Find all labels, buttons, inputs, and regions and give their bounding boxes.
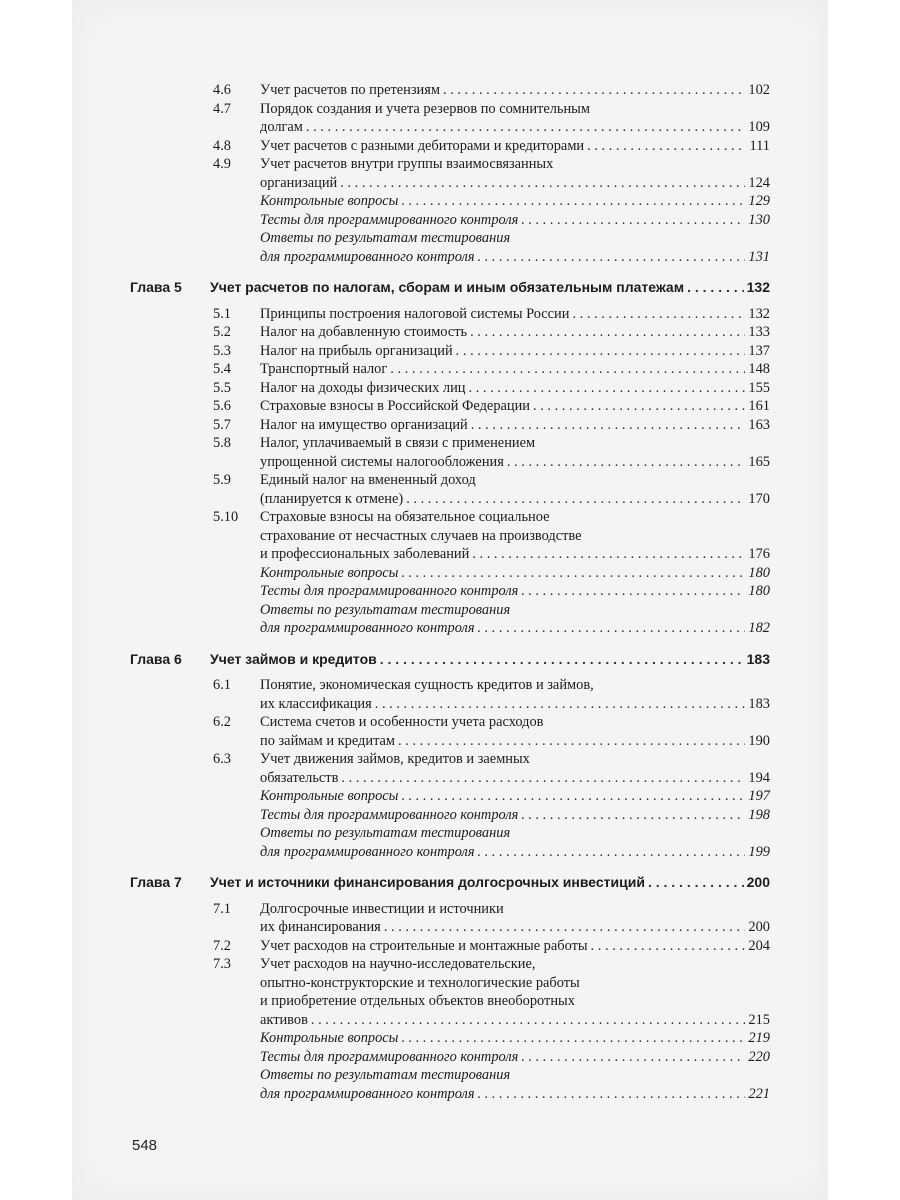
entry-last-line bbox=[260, 806, 770, 825]
entry-text: Контрольные вопросы bbox=[260, 788, 399, 804]
entry-page: 183 bbox=[748, 695, 770, 712]
section-number: 7.1 bbox=[213, 900, 231, 917]
entry-text: их финансирования bbox=[260, 919, 381, 935]
entry-text: Ответы по результатам тестирования bbox=[260, 230, 511, 246]
entry-page: 221 bbox=[748, 1085, 770, 1102]
dot-leader bbox=[533, 397, 745, 416]
dot-leader bbox=[401, 787, 745, 806]
entry-text: Учет расходов на научно-исследовательские, bbox=[260, 956, 536, 972]
entry-page: 130 bbox=[748, 211, 770, 228]
entry-page: 102 bbox=[748, 82, 770, 98]
entry-page: 155 bbox=[748, 379, 770, 396]
entry-text: Контрольные вопросы bbox=[260, 564, 399, 581]
dot-leader bbox=[687, 278, 744, 297]
entry-text: Ответы по результатам тестирования bbox=[260, 601, 511, 618]
toc-sub-entry bbox=[130, 229, 770, 266]
entry-page: 161 bbox=[748, 398, 770, 414]
section-number: 5.1 bbox=[213, 305, 231, 322]
entry-text: их классификация bbox=[260, 695, 372, 712]
section-number: 5.10 bbox=[213, 509, 239, 525]
toc-entry bbox=[130, 81, 770, 100]
entry-text: для программированного контроля bbox=[260, 248, 475, 265]
entry-last-line bbox=[260, 453, 770, 472]
section-number: 5.8 bbox=[213, 435, 231, 451]
entry-last-line bbox=[260, 1029, 770, 1048]
entry-text: Налог на прибыль организаций bbox=[260, 342, 453, 359]
section-number: 6.3 bbox=[213, 751, 231, 767]
entry-text: (планируется к отмене) bbox=[260, 490, 404, 507]
dot-leader bbox=[384, 918, 746, 937]
dot-leader bbox=[478, 843, 746, 862]
entry-text: Система счетов и особенности учета расходов bbox=[260, 714, 544, 730]
entry-text: для программированного контроля bbox=[260, 620, 475, 636]
entry-last-line bbox=[260, 787, 770, 806]
entry-last-line bbox=[260, 81, 770, 100]
chapter-title: Учет займов и кредитов bbox=[210, 650, 377, 667]
entry-text: Тесты для программированного контроля bbox=[260, 211, 519, 228]
entry-last-line bbox=[260, 843, 770, 862]
section-number: 6.1 bbox=[213, 677, 231, 693]
entry-page: 220 bbox=[748, 1048, 770, 1065]
toc-entry bbox=[130, 323, 770, 342]
entry-last-line bbox=[260, 732, 770, 751]
entry-text: Понятие, экономическая сущность кредитов и займов, bbox=[260, 677, 594, 693]
dot-leader bbox=[306, 118, 746, 137]
entry-text: долгам bbox=[260, 119, 303, 135]
entry-page: 180 bbox=[748, 583, 770, 599]
entry-last-line bbox=[260, 619, 770, 638]
toc-sub-entry bbox=[130, 1066, 770, 1103]
entry-last-line bbox=[260, 937, 770, 956]
dot-leader bbox=[375, 695, 746, 714]
entry-text: организаций bbox=[260, 174, 338, 191]
section-number: 4.6 bbox=[213, 82, 231, 98]
entry-last-line bbox=[260, 564, 770, 583]
toc-entry bbox=[130, 508, 770, 564]
entry-text: и приобретение отдельных объектов внеоборотных bbox=[260, 993, 575, 1009]
entry-page: 137 bbox=[748, 342, 770, 359]
entry-page: 132 bbox=[748, 305, 770, 322]
dot-leader bbox=[311, 1011, 746, 1030]
entry-last-line bbox=[260, 545, 770, 564]
entry-last-line bbox=[260, 360, 770, 379]
entry-last-line bbox=[260, 379, 770, 398]
dot-leader bbox=[471, 416, 746, 435]
page-number: 548 bbox=[132, 1137, 158, 1154]
entry-last-line bbox=[260, 695, 770, 714]
entry-page: 170 bbox=[748, 490, 770, 507]
toc-entry bbox=[130, 955, 770, 1029]
section-number: 5.9 bbox=[213, 472, 231, 488]
entry-page: 198 bbox=[748, 806, 770, 823]
entry-text: Страховые взносы на обязательное социальное bbox=[260, 509, 550, 525]
entry-page: 204 bbox=[748, 937, 770, 954]
entry-last-line bbox=[260, 323, 770, 342]
entry-text: Ответы по результатам тестирования bbox=[260, 1067, 511, 1083]
dot-leader bbox=[341, 769, 745, 788]
toc-sub-entry bbox=[130, 1029, 770, 1048]
dot-leader bbox=[521, 582, 745, 601]
toc-sub-entry bbox=[130, 806, 770, 825]
entry-text: Налог, уплачиваемый в связи с применением bbox=[260, 435, 536, 451]
entry-text: Долгосрочные инвестиции и источники bbox=[260, 900, 504, 917]
entry-text: упрощенной системы налогообложения bbox=[260, 453, 504, 470]
toc-entry bbox=[130, 360, 770, 379]
entry-last-line bbox=[260, 342, 770, 361]
dot-leader bbox=[478, 248, 746, 267]
entry-last-line bbox=[260, 192, 770, 211]
chapter-entry bbox=[130, 278, 770, 297]
dot-leader bbox=[521, 806, 745, 825]
dot-leader bbox=[478, 619, 746, 638]
entry-last-line bbox=[260, 174, 770, 193]
dot-leader bbox=[456, 342, 746, 361]
toc-sub-entry bbox=[130, 192, 770, 211]
entry-page: 111 bbox=[749, 137, 770, 154]
entry-last-line bbox=[260, 137, 770, 156]
dot-leader bbox=[478, 1085, 746, 1104]
entry-text: Учет расчетов внутри группы взаимосвязанных bbox=[260, 156, 554, 172]
entry-last-line bbox=[260, 118, 770, 137]
chapter-title: Учет расчетов по налогам, сборам и иным обязательным платежам bbox=[210, 279, 685, 295]
entry-page: 148 bbox=[748, 361, 770, 377]
dot-leader bbox=[507, 453, 746, 472]
dot-leader bbox=[472, 545, 745, 564]
entry-last-line bbox=[260, 769, 770, 788]
entry-text: страхование от несчастных случаев на производстве bbox=[260, 527, 582, 544]
dot-leader bbox=[591, 937, 746, 956]
entry-text: Единый налог на вмененный доход bbox=[260, 472, 476, 488]
section-number: 5.4 bbox=[213, 361, 231, 377]
entry-last-line bbox=[260, 416, 770, 435]
section-number: 6.2 bbox=[213, 714, 231, 730]
toc-sub-entry bbox=[130, 601, 770, 638]
entry-page: 180 bbox=[748, 564, 770, 581]
dot-leader bbox=[380, 650, 744, 669]
toc-entry bbox=[130, 100, 770, 137]
toc-entry bbox=[130, 713, 770, 750]
toc-entry bbox=[130, 379, 770, 398]
dot-leader bbox=[521, 211, 745, 230]
entry-text: Контрольные вопросы bbox=[260, 193, 399, 209]
section-number: 5.6 bbox=[213, 398, 231, 414]
entry-text: Тесты для программированного контроля bbox=[260, 1048, 519, 1065]
section-number: 5.5 bbox=[213, 379, 231, 396]
entry-page: 165 bbox=[748, 453, 770, 470]
chapter-page: 183 bbox=[746, 650, 770, 667]
toc-entry bbox=[130, 750, 770, 787]
entry-text: Учет расчетов по претензиям bbox=[260, 82, 440, 98]
entry-text: Налог на имущество организаций bbox=[260, 416, 468, 433]
entry-page: 163 bbox=[748, 416, 770, 433]
chapter-entry bbox=[130, 650, 770, 669]
chapter-page: 200 bbox=[746, 874, 770, 890]
toc-sub-entry bbox=[130, 582, 770, 601]
entry-page: 182 bbox=[748, 620, 770, 636]
toc-sub-entry bbox=[130, 824, 770, 861]
dot-leader bbox=[572, 305, 745, 324]
entry-text: Транспортный налог bbox=[260, 361, 388, 377]
toc-entry bbox=[130, 305, 770, 324]
entry-text: Учет расходов на строительные и монтажные работы bbox=[260, 937, 588, 954]
dot-leader bbox=[401, 1029, 745, 1048]
entry-text: Тесты для программированного контроля bbox=[260, 583, 519, 599]
chapter-label: Глава 5 bbox=[130, 279, 182, 295]
section-number: 5.3 bbox=[213, 342, 231, 359]
dot-leader bbox=[401, 192, 745, 211]
section-number: 5.2 bbox=[213, 324, 231, 340]
dot-leader bbox=[469, 379, 746, 398]
toc-sub-entry bbox=[130, 211, 770, 230]
entry-last-line bbox=[260, 211, 770, 230]
entry-text: по займам и кредитам bbox=[260, 732, 396, 749]
entry-last-line bbox=[260, 1085, 770, 1104]
entry-page: 109 bbox=[748, 119, 770, 135]
entry-last-line bbox=[260, 305, 770, 324]
entry-text: Контрольные вопросы bbox=[260, 1030, 399, 1046]
dot-leader bbox=[390, 360, 745, 379]
chapter-label: Глава 7 bbox=[130, 874, 182, 890]
chapter-title-line bbox=[210, 873, 770, 892]
section-number: 4.8 bbox=[213, 137, 231, 154]
entry-last-line bbox=[260, 918, 770, 937]
entry-page: 219 bbox=[748, 1030, 770, 1046]
section-number: 7.3 bbox=[213, 956, 231, 972]
toc-entry bbox=[130, 676, 770, 713]
chapter-entry bbox=[130, 873, 770, 892]
entry-last-line bbox=[260, 248, 770, 267]
entry-text: Учет расчетов с разными дебиторами и кредиторами bbox=[260, 137, 585, 154]
toc-entry bbox=[130, 397, 770, 416]
entry-text: Налог на добавленную стоимость bbox=[260, 324, 468, 340]
entry-page: 131 bbox=[748, 248, 770, 265]
chapter-title-line bbox=[210, 650, 770, 669]
entry-last-line bbox=[260, 397, 770, 416]
dot-leader bbox=[401, 564, 745, 583]
section-number: 4.9 bbox=[213, 156, 231, 172]
dot-leader bbox=[398, 732, 745, 751]
toc-sub-entry bbox=[130, 787, 770, 806]
entry-page: 194 bbox=[748, 769, 770, 786]
entry-page: 133 bbox=[748, 324, 770, 340]
section-number: 5.7 bbox=[213, 416, 231, 433]
dot-leader bbox=[470, 323, 745, 342]
entry-text: активов bbox=[260, 1011, 308, 1028]
chapter-label: Глава 6 bbox=[130, 650, 182, 667]
entry-page: 129 bbox=[748, 193, 770, 209]
entry-text: опытно-конструкторские и технологические работы bbox=[260, 974, 580, 991]
toc-sub-entry bbox=[130, 564, 770, 583]
chapter-title-line bbox=[210, 278, 770, 297]
toc-entry bbox=[130, 937, 770, 956]
toc-entry bbox=[130, 471, 770, 508]
dot-leader bbox=[340, 174, 745, 193]
entry-last-line bbox=[260, 1011, 770, 1030]
entry-page: 190 bbox=[748, 732, 770, 749]
entry-page: 124 bbox=[748, 174, 770, 191]
entry-page: 176 bbox=[748, 546, 770, 562]
entry-page: 200 bbox=[748, 919, 770, 935]
section-number: 7.2 bbox=[213, 937, 231, 954]
dot-leader bbox=[648, 873, 744, 892]
entry-page: 197 bbox=[748, 788, 770, 804]
chapter-title: Учет и источники финансирования долгосрочных инвестиций bbox=[210, 874, 645, 890]
table-of-contents bbox=[130, 81, 770, 1103]
entry-text: Порядок создания и учета резервов по сомнительным bbox=[260, 100, 590, 117]
entry-text: и профессиональных заболеваний bbox=[260, 546, 470, 562]
dot-leader bbox=[521, 1048, 745, 1067]
entry-page: 215 bbox=[748, 1011, 770, 1028]
entry-last-line bbox=[260, 582, 770, 601]
entry-text: для программированного контроля bbox=[260, 843, 475, 860]
toc-entry bbox=[130, 155, 770, 192]
chapter-page: 132 bbox=[746, 279, 770, 295]
dot-leader bbox=[443, 81, 745, 100]
dot-leader bbox=[587, 137, 746, 156]
entry-text: обязательств bbox=[260, 769, 339, 786]
entry-text: Учет движения займов, кредитов и заемных bbox=[260, 751, 530, 767]
toc-sub-entry bbox=[130, 1048, 770, 1067]
entry-text: Ответы по результатам тестирования bbox=[260, 825, 511, 841]
entry-page: 199 bbox=[748, 843, 770, 860]
entry-text: Налог на доходы физических лиц bbox=[260, 379, 466, 396]
dot-leader bbox=[406, 490, 745, 509]
entry-text: Страховые взносы в Российской Федерации bbox=[260, 398, 531, 414]
entry-last-line bbox=[260, 490, 770, 509]
toc-entry bbox=[130, 900, 770, 937]
toc-entry bbox=[130, 342, 770, 361]
toc-entry bbox=[130, 137, 770, 156]
toc-entry bbox=[130, 434, 770, 471]
entry-last-line bbox=[260, 1048, 770, 1067]
section-number: 4.7 bbox=[213, 100, 231, 117]
entry-text: для программированного контроля bbox=[260, 1085, 475, 1102]
entry-text: Тесты для программированного контроля bbox=[260, 806, 519, 823]
toc-entry bbox=[130, 416, 770, 435]
entry-text: Принципы построения налоговой системы России bbox=[260, 305, 570, 322]
